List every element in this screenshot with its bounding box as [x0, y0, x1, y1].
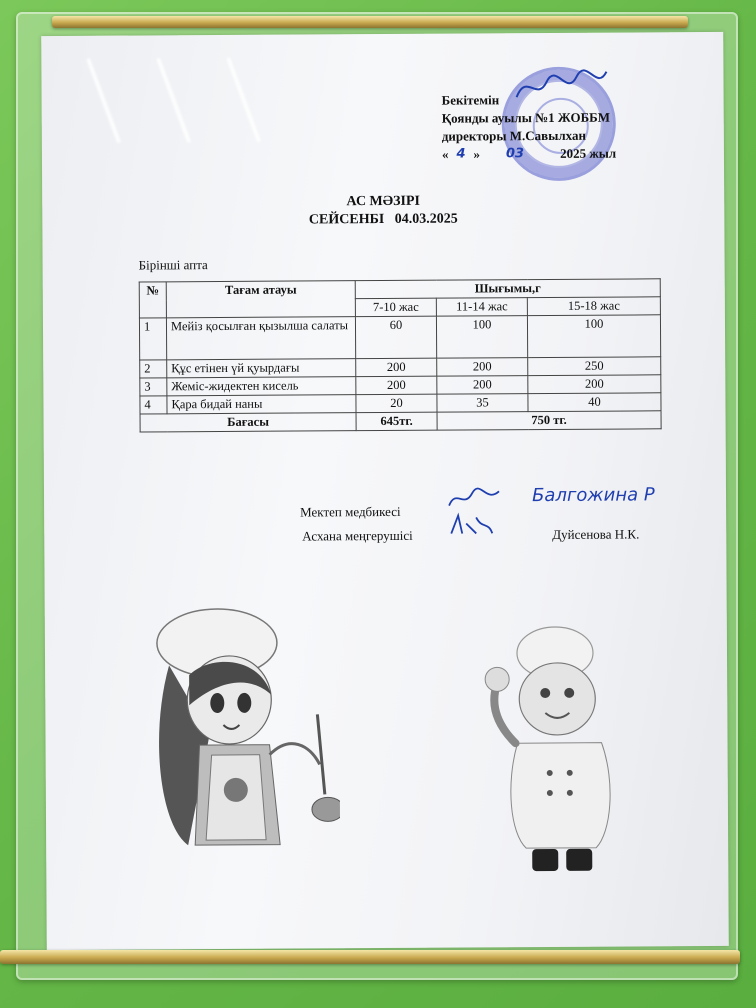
- chef-girl-illustration: [139, 604, 341, 875]
- row-number: 4: [140, 396, 167, 414]
- date-day: 4: [456, 146, 466, 162]
- nurse-name: Балгожина Р: [531, 484, 655, 507]
- date-month: 03: [505, 146, 525, 162]
- yield-7-10: 200: [356, 358, 437, 376]
- top-frame-rail: [52, 16, 688, 28]
- price-row: [140, 411, 661, 432]
- row-number: 3: [140, 378, 167, 396]
- menu-sheet: [41, 32, 729, 950]
- price-11-18: 750 тг.: [437, 411, 661, 430]
- bottom-frame-rail: [0, 950, 740, 964]
- date-quote-close: »: [473, 146, 481, 162]
- row-number: 1: [139, 318, 166, 360]
- dish-name: Мейіз қосылған қызылша салаты: [166, 317, 355, 360]
- yield-7-10: 60: [355, 316, 436, 358]
- approval-line-1: Бекітемін: [441, 92, 500, 108]
- chef-man-illustration: [445, 612, 647, 883]
- col-yield-header: Шығымы,г: [355, 279, 660, 299]
- menu-day: СЕЙСЕНБІ 04.03.2025: [308, 211, 458, 228]
- approval-date: [442, 145, 616, 164]
- glare-3: [226, 57, 261, 143]
- yield-11-14: 35: [437, 394, 528, 413]
- table-row: [139, 315, 660, 360]
- approval-block: [442, 91, 617, 164]
- row-number: 2: [140, 360, 167, 378]
- nurse-title: Мектеп медбикесі: [300, 503, 401, 520]
- approval-line-3: директоры М.Савылхан: [441, 127, 586, 144]
- canteen-manager-signature: [446, 511, 496, 539]
- age-group-3: 15-18 жас: [527, 297, 660, 316]
- glare-2: [156, 57, 191, 143]
- yield-15-18: 40: [528, 393, 661, 412]
- yield-15-18: 200: [528, 375, 661, 394]
- canteen-manager-name: Дуйсенова Н.К.: [552, 526, 640, 542]
- col-dish-header: Тағам атауы: [166, 281, 355, 318]
- yield-7-10: 20: [356, 394, 437, 412]
- menu-table: [139, 278, 662, 432]
- week-label: Бірінші апта: [138, 257, 208, 273]
- canteen-manager-title: Асхана меңгерушісі: [302, 527, 413, 544]
- col-number-header: №: [139, 282, 166, 318]
- price-label: Бағасы: [140, 413, 356, 432]
- menu-title: АС МӘЗІРІ: [346, 193, 420, 210]
- nurse-signature: [444, 483, 504, 511]
- age-group-2: 11-14 жас: [436, 298, 527, 317]
- dish-name: Құс етінен үй қуырдағы: [167, 359, 356, 378]
- dish-name: Жеміс-жидектен кисель: [167, 377, 356, 396]
- yield-15-18: 100: [527, 315, 660, 358]
- dish-name: Қара бидай наны: [167, 395, 356, 414]
- age-group-1: 7-10 жас: [355, 298, 436, 316]
- yield-11-14: 100: [436, 316, 527, 359]
- date-quote-open: «: [441, 146, 449, 162]
- yield-11-14: 200: [437, 358, 528, 377]
- yield-7-10: 200: [356, 376, 437, 394]
- price-7-10: 645тг.: [356, 412, 437, 430]
- date-year: 2025 жыл: [560, 145, 617, 161]
- approval-line-2: Қоянды ауылы №1 ЖОББМ: [441, 109, 611, 126]
- yield-15-18: 250: [528, 357, 661, 376]
- glare-1: [86, 58, 121, 144]
- yield-11-14: 200: [437, 376, 528, 395]
